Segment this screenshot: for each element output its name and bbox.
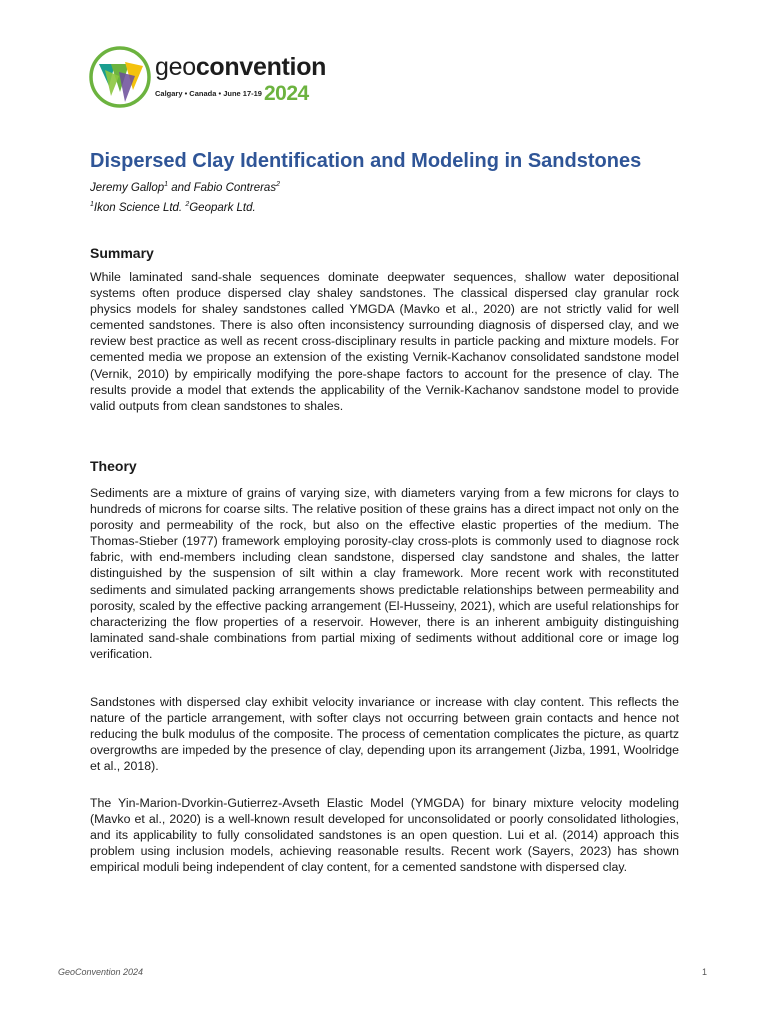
logo-word-bold: convention [195,53,327,81]
author-2-sup: 2 [276,181,280,189]
authors-line [90,182,280,194]
footer-conference: GeoConvention 2024 [58,967,144,977]
logo-year: 2024 [263,82,309,105]
footer-page-number: 1 [702,967,708,977]
logo-place-date: Calgary • Canada • June 17-19 [155,89,262,98]
author-1-sup: 1 [164,181,169,189]
author-1: Jeremy Gallop [90,182,165,194]
geoconvention-logo [89,46,349,110]
affiliation-1: Ikon Science Ltd. [93,202,186,214]
theory-paragraph-1: Sediments are a mixture of grains of varying size, with diameters varying from a few microns for clays to hundreds of microns for coarse silts. The relative position of these grains has a direct impact not only on the porosity and permeability of the rock, but also on the effective elastic properties of the medium. The Thomas-Stieber (1977) framework employing porosity-clay cross-plots is commonly used to diagnose rock fabric, with end-members including clean sandstone, dispersed clay sandstone and shales, the latter distinguished by the suspension of silt within a clay framework. More recent work with reconstituted sediments and simulated packing arrangements shows predictable relationships between permeability and porosity, scaled by the effective packing arrangement (El-Husseiny, 2021), which are useful relationships for characterizing the flow properties of a reservoir. However, there is an inherent ambiguity distinguishing laminated sand-shale combinations from partial mixing of sediments without additional core or image log verification. [90,486,679,661]
author-2: and Fabio Contreras [168,182,277,194]
affiliations-line [90,202,256,214]
affiliation-2-sup: 2 [185,201,190,209]
logo-subline [155,84,309,104]
theory-paragraph-2: Sandstones with dispersed clay exhibit velocity invariance or increase with clay content. This reflects the nature of the particle arrangement, with softer clays not occurring between grain contacts and hence not reducing the bulk modulus of the composite. The process of cementation complicates the picture, as quartz overgrowths are impeded by the presence of clay, depending upon its arrangement (Jizba, 1991, Woolridge et al., 2018). [90,695,679,774]
geoconvention-logo-icon [89,46,151,108]
summary-heading: Summary [90,245,154,261]
document-title: Dispersed Clay Identification and Modeling in Sandstones [90,150,642,172]
logo-word-light: geo [155,53,196,81]
summary-paragraph: While laminated sand-shale sequences dominate deepwater sequences, shallow water depositional systems often produce dispersed clay shaley sandstones. The classical dispersed clay granular rock physics models for shaley sandstones called YMGDA (Mavko et al., 2020) are not strictly valid for well cemented sandstones. There is also often inconsistency surrounding diagnosis of dispersed clay, and we review best practice as well as recent cross-disciplinary results in particle packing and mixture models. For cemented media we propose an extension of the existing Vernik-Kachanov consolidated sandstone model (Vernik, 2010) by empirically modifying the pore-shape factors to account for the presence of clay. The results provide a model that extends the applicability of the Vernik-Kachanov sandstone model to provide valid outputs from clean sandstones to shales. [90,270,679,413]
theory-heading: Theory [90,458,137,474]
affiliation-1-sup: 1 [90,201,94,209]
affiliation-2: Geopark Ltd. [189,202,256,214]
theory-paragraph-3: The Yin-Marion-Dvorkin-Gutierrez-Avseth Elastic Model (YMGDA) for binary mixture velocity modeling (Mavko et al., 2020) is a well-known result developed for unconsolidated or poorly consolidated lithologies, and its applicability to fully consolidated sandstones is an open question. Lui et al. (2014) approach this problem using inclusion models, achieving reasonable results. Recent work (Sayers, 2023) has shown empirical moduli being independent of clay content, for a cemented sandstone with dispersed clay. [90,796,679,875]
logo-wordmark [155,52,326,82]
